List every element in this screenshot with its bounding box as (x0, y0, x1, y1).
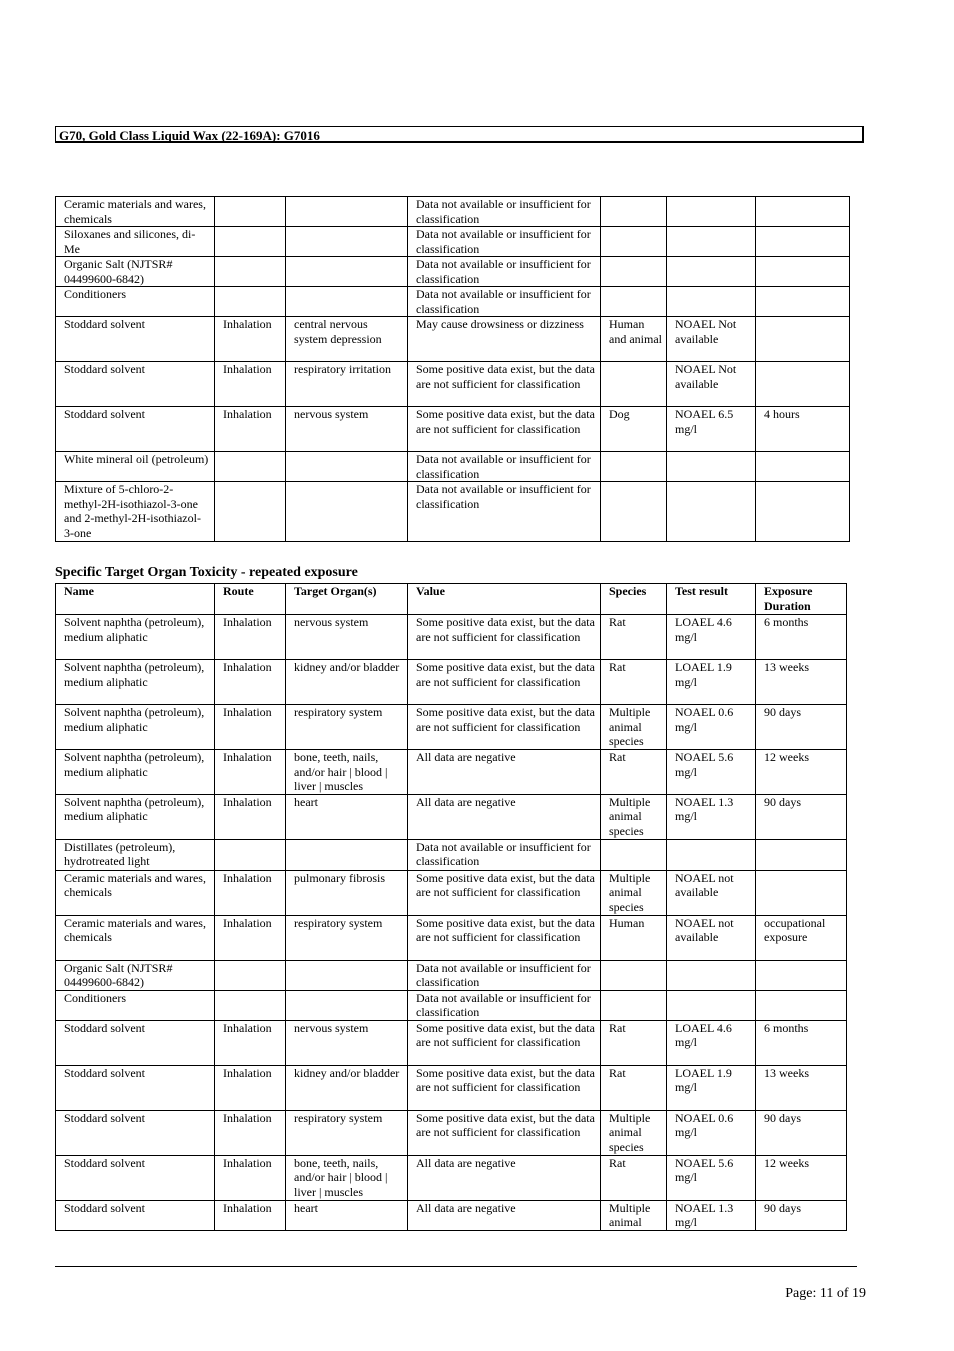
table-cell: Inhalation (215, 750, 286, 795)
table-cell: Data not available or insufficient for classification (408, 839, 601, 870)
table-row (56, 960, 847, 990)
table-cell: Data not available or insufficient for classification (408, 257, 601, 287)
table-cell (601, 839, 667, 870)
table-cell (667, 287, 756, 317)
table-cell: Data not available or insufficient for classification (408, 287, 601, 317)
column-header: Name (56, 584, 215, 615)
table-cell: All data are negative (408, 794, 601, 839)
table-cell: 90 days (756, 1110, 847, 1155)
table-cell: Some positive data exist, but the data are not sufficient for classification (408, 1065, 601, 1110)
table-cell: Conditioners (56, 990, 215, 1020)
column-header: Species (601, 584, 667, 615)
table-cell: Some positive data exist, but the data are not sufficient for classification (408, 705, 601, 750)
table-row (56, 317, 850, 362)
table-cell (667, 960, 756, 990)
table-cell: bone, teeth, nails, and/or hair | blood | liver | muscles (286, 750, 408, 795)
table-cell: 90 days (756, 705, 847, 750)
table-cell: respiratory system (286, 915, 408, 960)
table-cell: Data not available or insufficient for classification (408, 227, 601, 257)
single-exposure-body (56, 197, 850, 542)
table-row (56, 1155, 847, 1200)
table-cell: Organic Salt (NJTSR# 04499600-6842) (56, 257, 215, 287)
table-cell: May cause drowsiness or dizziness (408, 317, 601, 362)
table-cell: Some positive data exist, but the data are not sufficient for classification (408, 407, 601, 452)
table-cell: Organic Salt (NJTSR# 04499600-6842) (56, 960, 215, 990)
table-cell: Human (601, 915, 667, 960)
document-header: G70, Gold Class Liquid Wax (22-169A): G7016 (55, 126, 864, 143)
table-cell: Inhalation (215, 317, 286, 362)
table-row (56, 1065, 847, 1110)
table-row (56, 794, 847, 839)
table-cell: occupational exposure (756, 915, 847, 960)
table-cell (286, 839, 408, 870)
table-cell (215, 197, 286, 227)
table-cell: Human and animal (601, 317, 667, 362)
table-row (56, 452, 850, 482)
table-row (56, 257, 850, 287)
table-cell: Some positive data exist, but the data are not sufficient for classification (408, 362, 601, 407)
table-cell (667, 227, 756, 257)
table-row (56, 990, 847, 1020)
table-row (56, 750, 847, 795)
table-cell: Some positive data exist, but the data are not sufficient for classification (408, 1110, 601, 1155)
column-header: Target Organ(s) (286, 584, 408, 615)
table-cell (756, 870, 847, 915)
table-cell (601, 452, 667, 482)
table-cell (667, 839, 756, 870)
table-cell: All data are negative (408, 1155, 601, 1200)
repeated-exposure-body (56, 615, 847, 1231)
table-cell (215, 482, 286, 542)
table-cell: Multiple animal species (601, 870, 667, 915)
table-cell: NOAEL 6.5 mg/l (667, 407, 756, 452)
column-header: Test result (667, 584, 756, 615)
table-cell: Data not available or insufficient for classification (408, 482, 601, 542)
table-cell: Stoddard solvent (56, 317, 215, 362)
table-cell (215, 257, 286, 287)
table-cell: Siloxanes and silicones, di-Me (56, 227, 215, 257)
table-cell: Solvent naphtha (petroleum), medium aliphatic (56, 705, 215, 750)
table-cell (756, 197, 850, 227)
table-cell (215, 960, 286, 990)
table-cell: Rat (601, 1065, 667, 1110)
footer-divider (55, 1266, 857, 1267)
table-cell: Stoddard solvent (56, 1110, 215, 1155)
table-row (56, 915, 847, 960)
table-cell (286, 227, 408, 257)
table-cell: All data are negative (408, 1200, 601, 1230)
table-cell: respiratory irritation (286, 362, 408, 407)
table-cell: Some positive data exist, but the data are not sufficient for classification (408, 1020, 601, 1065)
table-cell: Stoddard solvent (56, 1020, 215, 1065)
table-cell: Rat (601, 750, 667, 795)
table-cell: Conditioners (56, 287, 215, 317)
table-cell: respiratory system (286, 1110, 408, 1155)
table-row (56, 660, 847, 705)
table-cell (601, 197, 667, 227)
table-cell: NOAEL 0.6 mg/l (667, 705, 756, 750)
table-cell (601, 362, 667, 407)
repeated-exposure-table (55, 583, 847, 1231)
table-cell: Rat (601, 660, 667, 705)
table-cell: nervous system (286, 407, 408, 452)
table-row (56, 197, 850, 227)
table-cell: Inhalation (215, 660, 286, 705)
table-cell: respiratory system (286, 705, 408, 750)
table-cell (215, 287, 286, 317)
table-cell: Inhalation (215, 915, 286, 960)
table-row (56, 705, 847, 750)
table-cell: Inhalation (215, 1065, 286, 1110)
table-cell: Ceramic materials and wares, chemicals (56, 870, 215, 915)
table-cell: NOAEL 5.6 mg/l (667, 1155, 756, 1200)
table-row (56, 870, 847, 915)
table-cell (756, 287, 850, 317)
repeated-exposure-title: Specific Target Organ Toxicity - repeated exposure (55, 565, 358, 580)
table-cell (756, 362, 850, 407)
table-cell (667, 452, 756, 482)
table-cell: NOAEL Not available (667, 362, 756, 407)
table-row (56, 407, 850, 452)
table-cell: Multiple animal species (601, 794, 667, 839)
table-cell: Data not available or insufficient for classification (408, 197, 601, 227)
table-row (56, 1200, 847, 1230)
table-cell: Some positive data exist, but the data are not sufficient for classification (408, 615, 601, 660)
table-cell: All data are negative (408, 750, 601, 795)
table-cell (286, 287, 408, 317)
table-cell (756, 452, 850, 482)
table-cell: Some positive data exist, but the data are not sufficient for classification (408, 660, 601, 705)
table-cell: Inhalation (215, 407, 286, 452)
column-header: Exposure Duration (756, 584, 847, 615)
table-cell (215, 990, 286, 1020)
table-cell (756, 839, 847, 870)
single-exposure-table (55, 196, 850, 542)
table-cell: Distillates (petroleum), hydrotreated light (56, 839, 215, 870)
table-cell: NOAEL 1.3 mg/l (667, 1200, 756, 1230)
table-cell: Ceramic materials and wares, chemicals (56, 915, 215, 960)
table-cell: Multiple animal species (601, 705, 667, 750)
table-cell: NOAEL not available (667, 870, 756, 915)
table-cell: Rat (601, 1020, 667, 1065)
table-cell: LOAEL 4.6 mg/l (667, 615, 756, 660)
column-header: Route (215, 584, 286, 615)
table-cell: Inhalation (215, 870, 286, 915)
table-cell: Stoddard solvent (56, 1155, 215, 1200)
table-row (56, 615, 847, 660)
table-cell: White mineral oil (petroleum) (56, 452, 215, 482)
table-row (56, 227, 850, 257)
table-cell: Mixture of 5-chloro-2-methyl-2H-isothiazol-3-one and 2-methyl-2H-isothiazol-3-one (56, 482, 215, 542)
table-cell (756, 960, 847, 990)
table-cell: Ceramic materials and wares, chemicals (56, 197, 215, 227)
table-cell: Inhalation (215, 1110, 286, 1155)
table-cell (756, 227, 850, 257)
table-cell: heart (286, 1200, 408, 1230)
table-cell: Inhalation (215, 794, 286, 839)
table-cell (286, 197, 408, 227)
table-row (56, 482, 850, 542)
column-header: Value (408, 584, 601, 615)
table-cell: Stoddard solvent (56, 362, 215, 407)
table-cell (667, 257, 756, 287)
table-cell: 6 months (756, 615, 847, 660)
table-cell: Rat (601, 615, 667, 660)
table-cell (601, 287, 667, 317)
table-cell: Solvent naphtha (petroleum), medium aliphatic (56, 794, 215, 839)
table-cell: Stoddard solvent (56, 407, 215, 452)
table-cell: heart (286, 794, 408, 839)
table-cell: 90 days (756, 794, 847, 839)
table-cell: kidney and/or bladder (286, 1065, 408, 1110)
table-cell: LOAEL 1.9 mg/l (667, 660, 756, 705)
table-cell: LOAEL 1.9 mg/l (667, 1065, 756, 1110)
table-cell: 13 weeks (756, 1065, 847, 1110)
table-cell: pulmonary fibrosis (286, 870, 408, 915)
table-row (56, 287, 850, 317)
table-cell: bone, teeth, nails, and/or hair | blood | liver | muscles (286, 1155, 408, 1200)
table-cell: Rat (601, 1155, 667, 1200)
table-cell (601, 990, 667, 1020)
table-cell (286, 452, 408, 482)
table-cell (667, 990, 756, 1020)
table-cell: Solvent naphtha (petroleum), medium aliphatic (56, 750, 215, 795)
table-cell: central nervous system depression (286, 317, 408, 362)
table-cell: nervous system (286, 1020, 408, 1065)
table-cell: 13 weeks (756, 660, 847, 705)
table-cell: Dog (601, 407, 667, 452)
table-cell: Data not available or insufficient for classification (408, 960, 601, 990)
table-cell: 6 months (756, 1020, 847, 1065)
table-cell (286, 257, 408, 287)
table-cell: Inhalation (215, 1200, 286, 1230)
table-cell: Solvent naphtha (petroleum), medium aliphatic (56, 615, 215, 660)
table-cell (215, 452, 286, 482)
table-cell: LOAEL 4.6 mg/l (667, 1020, 756, 1065)
table-cell (756, 317, 850, 362)
table-row (56, 362, 850, 407)
table-cell (215, 839, 286, 870)
table-cell: Inhalation (215, 705, 286, 750)
table-cell: Inhalation (215, 362, 286, 407)
table-cell (756, 990, 847, 1020)
table-row (56, 1110, 847, 1155)
table-header-row (56, 584, 847, 615)
table-cell (667, 482, 756, 542)
table-cell: 12 weeks (756, 1155, 847, 1200)
table-cell (601, 257, 667, 287)
table-cell: 4 hours (756, 407, 850, 452)
table-cell: NOAEL Not available (667, 317, 756, 362)
table-cell: NOAEL 5.6 mg/l (667, 750, 756, 795)
table-cell: Data not available or insufficient for classification (408, 452, 601, 482)
table-cell (601, 227, 667, 257)
table-cell: Data not available or insufficient for classification (408, 990, 601, 1020)
table-cell: Inhalation (215, 1155, 286, 1200)
page-number: Page: 11 of 19 (785, 1286, 866, 1301)
table-cell: 90 days (756, 1200, 847, 1230)
table-cell: 12 weeks (756, 750, 847, 795)
table-cell: nervous system (286, 615, 408, 660)
table-cell: NOAEL 0.6 mg/l (667, 1110, 756, 1155)
table-cell (286, 482, 408, 542)
table-cell: Some positive data exist, but the data are not sufficient for classification (408, 870, 601, 915)
table-cell (601, 482, 667, 542)
table-cell: Stoddard solvent (56, 1065, 215, 1110)
table-row (56, 839, 847, 870)
table-cell (286, 960, 408, 990)
table-cell: Some positive data exist, but the data are not sufficient for classification (408, 915, 601, 960)
table-cell: Inhalation (215, 615, 286, 660)
table-cell (756, 257, 850, 287)
table-row (56, 1020, 847, 1065)
table-cell: NOAEL not available (667, 915, 756, 960)
table-cell: kidney and/or bladder (286, 660, 408, 705)
table-cell: Solvent naphtha (petroleum), medium aliphatic (56, 660, 215, 705)
table-cell (286, 990, 408, 1020)
table-cell: Stoddard solvent (56, 1200, 215, 1230)
table-cell: Multiple animal (601, 1200, 667, 1230)
table-cell (756, 482, 850, 542)
table-cell: Inhalation (215, 1020, 286, 1065)
table-cell: NOAEL 1.3 mg/l (667, 794, 756, 839)
table-cell (667, 197, 756, 227)
table-cell (215, 227, 286, 257)
table-cell (601, 960, 667, 990)
table-cell: Multiple animal species (601, 1110, 667, 1155)
